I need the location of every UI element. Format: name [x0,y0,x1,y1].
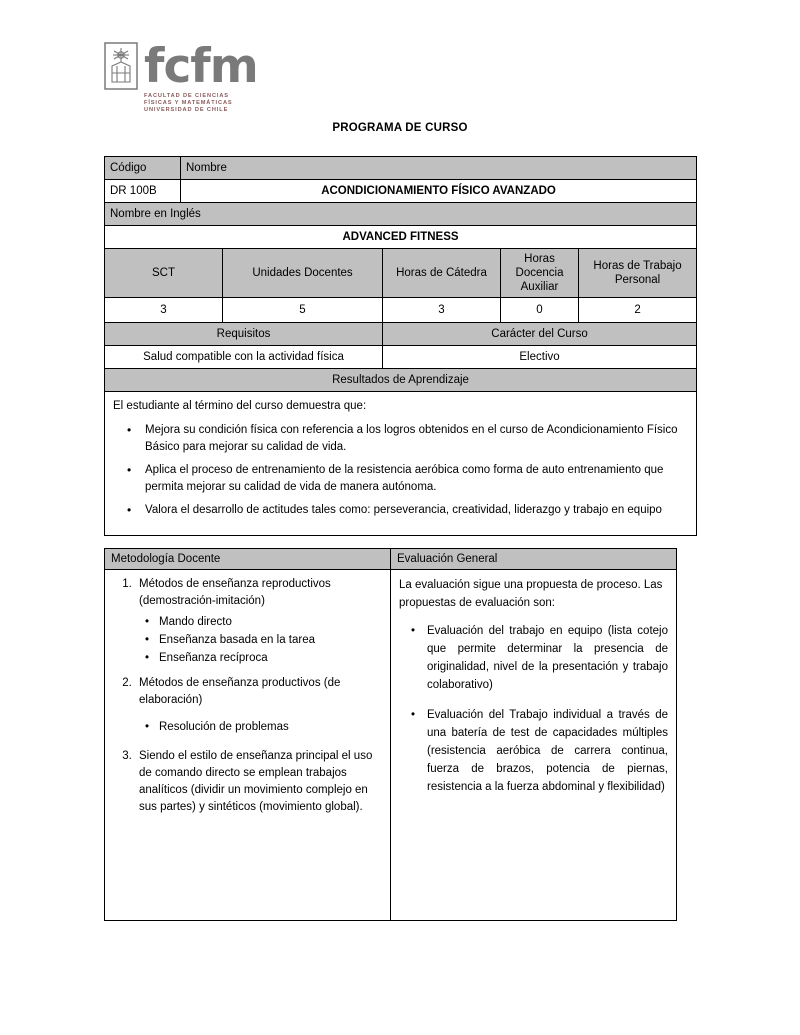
logo-caption-line-2: FÍSICAS Y MATEMÁTICAS [144,100,233,107]
logo-wordmark: fcfm [144,39,258,94]
list-item: • Mejora su condición física con referencia a los logros obtenidos en el curso de Acondicionamiento Físico Básico para mejorar su calidad de vida. [145,422,688,456]
table-row-codigo-nombre-values [105,180,697,203]
header-evaluacion-general: Evaluación General [391,549,677,570]
list-item: • Enseñanza recíproca [159,650,382,667]
table-row-section-headers [105,549,677,570]
list-item: • Resolución de problemas [159,719,382,736]
table-row-resultados-body [105,392,697,536]
list-item: • Valora el desarrollo de actitudes tales como: perseverancia, creatividad, liderazgo y trabajo en equipo [145,502,688,519]
methodology-item-1-sublist [139,614,382,667]
value-horas-docencia-auxiliar: 0 [501,298,579,323]
header-horas-catedra: Horas de Cátedra [383,249,501,298]
table-row-codigo-nombre-headers [105,157,697,180]
value-nombre: ACONDICIONAMIENTO FÍSICO AVANZADO [181,180,697,203]
value-requisitos: Salud compatible con la actividad física [105,346,383,369]
list-item: • Mando directo [159,614,382,631]
table-row-hours-values [105,298,697,323]
course-info-table [104,156,697,536]
university-crest-icon [104,42,138,90]
header-horas-trabajo-personal: Horas de Trabajo Personal [579,249,697,298]
list-item: • Aplica el proceso de entrenamiento de la resistencia aeróbica como forma de auto entrenamiento que permita mejorar su calidad de vida de manera autónoma. [145,462,688,496]
table-row-req-caracter-values [105,346,697,369]
logo-caption-line-3: UNIVERSIDAD DE CHILE [144,107,229,114]
list-item [135,748,382,816]
header-unidades-docentes: Unidades Docentes [223,249,383,298]
table-row-req-caracter-headers [105,323,697,346]
learning-outcomes-cell [105,392,697,536]
list-item [135,675,382,736]
learning-outcomes-list [113,422,688,519]
methodology-item-2-text: Métodos de enseñanza productivos (de elaboración) [139,677,341,706]
logo-caption-line-1: FACULTAD DE CIENCIAS [144,93,229,99]
label-requisitos: Requisitos [105,323,383,346]
list-item: • Evaluación del Trabajo individual a través de una batería de test de capacidades múltiples (resistencia aeróbica de carrera continua, fuerza de brazos, potencia de piernas, resistencia a la fuerza abdominal y flexibilidad) [427,706,668,796]
page-title: PROGRAMA DE CURSO [332,122,468,134]
list-item: • Evaluación del trabajo en equipo (lista cotejo que permite determinar la presencia de originalidad, nivel de la presentación y trabajo colaborativo) [427,622,668,694]
header-sct: SCT [105,249,223,298]
table-row-hours-headers [105,249,697,298]
methodology-cell [105,570,391,921]
label-nombre-ingles: Nombre en Inglés [105,203,697,226]
header-horas-docencia-auxiliar: Horas Docencia Auxiliar [501,249,579,298]
value-sct: 3 [105,298,223,323]
methodology-list [113,576,382,816]
table-row-nombre-ingles-value [105,226,697,249]
table-row-nombre-ingles-header [105,203,697,226]
table-row-resultados-header [105,369,697,392]
value-unidades-docentes: 5 [223,298,383,323]
faculty-logo [104,39,334,115]
value-codigo: DR 100B [105,180,181,203]
logo-caption [144,93,334,115]
value-caracter-curso: Electivo [383,346,697,369]
logo-row [104,39,334,94]
evaluation-list [399,622,668,796]
evaluation-cell [391,570,677,921]
value-horas-catedra: 3 [383,298,501,323]
label-nombre: Nombre [181,157,697,180]
header-metodologia-docente: Metodología Docente [105,549,391,570]
methodology-item-3-text: Siendo el estilo de enseñanza principal el uso de comando directo se emplean trabajos analíticos (dividir un movimiento complejo en sus partes) y sintéticos (movimiento global). [139,750,373,813]
evaluation-intro: La evaluación sigue una propuesta de proceso. Las propuestas de evaluación son: [399,579,663,609]
value-horas-trabajo-personal: 2 [579,298,697,323]
label-codigo: Código [105,157,181,180]
list-item [135,576,382,667]
list-item: • Enseñanza basada en la tarea [159,632,382,649]
learning-outcomes-intro: El estudiante al término del curso demuestra que: [113,400,367,412]
label-resultados-aprendizaje: Resultados de Aprendizaje [105,369,697,392]
label-caracter-curso: Carácter del Curso [383,323,697,346]
methodology-item-2-sublist [139,719,382,736]
table-row-section-bodies [105,570,677,921]
methodology-evaluation-table [104,548,677,921]
methodology-item-1-text: Métodos de enseñanza reproductivos (demostración-imitación) [139,578,331,607]
value-nombre-ingles: ADVANCED FITNESS [105,226,697,249]
